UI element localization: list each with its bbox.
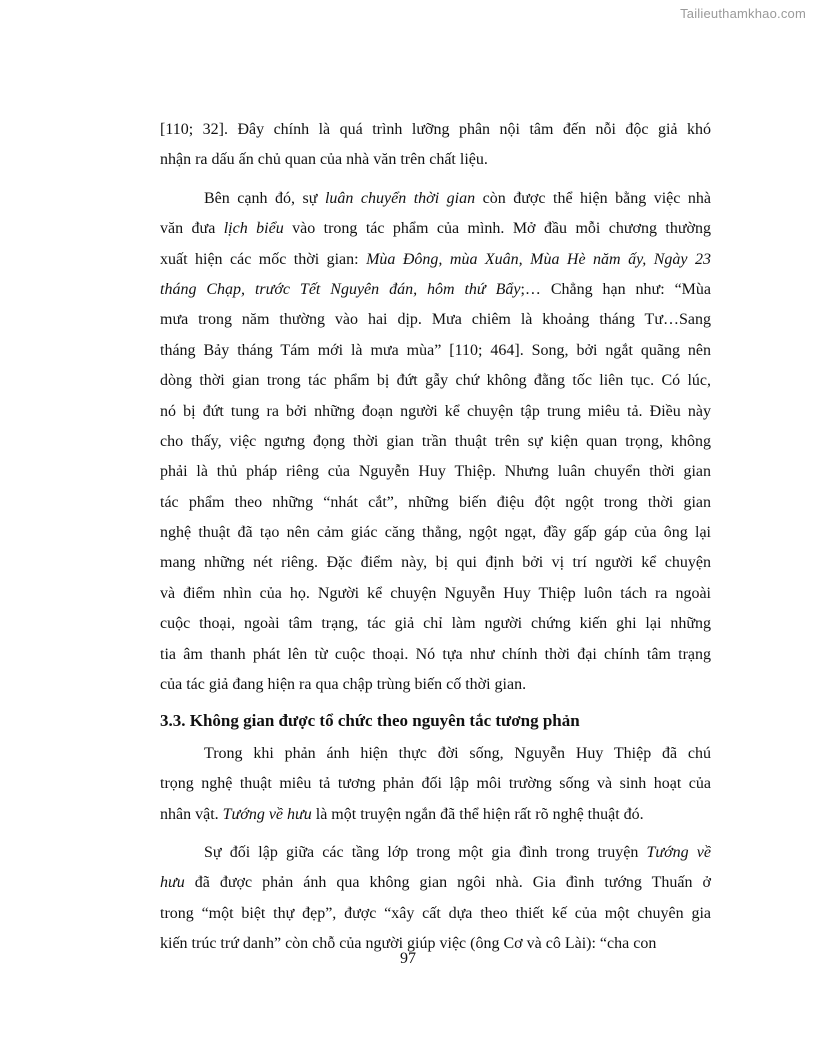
italic-text: lịch biểu: [223, 220, 284, 238]
text-line: [160, 190, 711, 220]
text-line: [160, 806, 711, 836]
italic-text: tháng Chạp, trước Tết Nguyên đán, hôm thứ Bẩy: [160, 280, 521, 298]
text-run: nó bị đứt tung ra bởi những đoạn người kể chuyện tập trung miêu tả. Điều này: [160, 402, 711, 420]
text-run: tác phẩm theo những “nhát cắt”, những biến điệu đột ngột trong thời gian: [160, 493, 711, 511]
paragraph-gap: [160, 836, 711, 844]
text-line: [160, 342, 711, 372]
italic-text: Tướng về: [646, 843, 711, 861]
italic-text: luân chuyển thời gian: [324, 189, 476, 207]
text-line: [160, 220, 711, 250]
text-run: còn được thể hiện bằng việc nhà: [475, 189, 711, 207]
text-line: [160, 372, 711, 402]
text-line: [160, 251, 711, 281]
italic-text: hưu: [160, 874, 185, 892]
text-line: [160, 463, 711, 493]
page-number: 97: [400, 950, 416, 967]
text-line: [160, 615, 711, 645]
text-run: đã được phản ánh qua không gian ngôi nhà. Gia đình tướng Thuấn ở: [184, 874, 711, 892]
text-run: nhân vật.: [160, 805, 223, 823]
text-line: [160, 775, 711, 805]
text-line: [160, 585, 711, 615]
text-line: [160, 121, 711, 151]
text-run: mang những nét riêng. Đặc điểm này, bị qui định bởi vị trí người kể chuyện: [160, 554, 711, 572]
paragraph: [160, 844, 711, 966]
text-run: xuất hiện các mốc thời gian:: [160, 250, 367, 268]
text-line: [160, 433, 711, 463]
watermark: Tailieuthamkhao.com: [680, 6, 806, 21]
text-run: mưa trong năm thường vào hai dịp. Mưa chiêm là khoảng tháng Tư…Sang: [160, 311, 711, 329]
text-run: [110; 32]. Đây chính là quá trình lưỡng phân nội tâm đến nỗi độc giả khó: [160, 121, 711, 138]
text-run: của tác giả đang hiện ra qua chập trùng biến cố thời gian.: [160, 676, 527, 694]
text-line: [160, 844, 711, 874]
text-run: là một truyện ngắn đã thể hiện rất rõ nghệ thuật đó.: [311, 805, 644, 823]
text-run: tia âm thanh phát lên từ cuộc thoại. Nó tựa như chính thời đại chính tâm trạng: [160, 645, 711, 663]
text-run: trong “một biệt thự đẹp”, được “xây cất dựa theo thiết kế của một chuyên gia: [160, 904, 711, 922]
paragraph-gap: [160, 737, 711, 745]
text-run: nghệ thuật đã tạo nên cảm giác căng thẳng, ngột ngạt, đầy gấp gáp của ông lại: [160, 524, 711, 542]
text-line: [160, 676, 711, 706]
text-run: kiến trúc trứ danh” còn chỗ của người giúp việc (ông Cơ và cô Lài): “cha con: [160, 935, 657, 953]
text-run: cho thấy, việc ngưng đọng thời gian trần thuật trên sự kiện quan trọng, không: [160, 432, 711, 450]
text-line: [160, 151, 711, 181]
text-line: [160, 905, 711, 935]
text-run: Sự đối lập giữa các tầng lớp trong một gia đình trong truyện: [204, 843, 647, 861]
text-line: [160, 494, 711, 524]
paragraph-gap: [160, 182, 711, 190]
page-body: [160, 121, 711, 966]
text-line: [160, 403, 711, 433]
text-run: dòng thời gian trong tác phẩm bị đứt gẫy chứ không đằng tốc liên tục. Có lúc,: [160, 372, 711, 390]
paragraph: [160, 121, 711, 182]
text-run: và điểm nhìn của họ. Người kể chuyện Nguyễn Huy Thiệp luôn tách ra ngoài: [160, 584, 711, 602]
text-run: phải là thủ pháp riêng của Nguyễn Huy Thiệp. Nhưng luân chuyển thời gian: [160, 463, 711, 481]
text-line: [160, 874, 711, 904]
text-run: ;… Chẳng hạn như: “Mùa: [520, 280, 712, 298]
text-run: văn đưa: [160, 220, 224, 238]
text-line: [160, 646, 711, 676]
text-run: nhận ra dấu ấn chủ quan của nhà văn trên chất liệu.: [160, 151, 488, 169]
paragraph: [160, 745, 711, 836]
paragraph: [160, 190, 711, 707]
text-line: [160, 745, 711, 775]
text-run: cuộc thoại, ngoài tâm trạng, tác giả chỉ làm người chứng kiến ghi lại những: [160, 615, 711, 633]
text-line: [160, 281, 711, 311]
text-line: [160, 524, 711, 554]
italic-text: Tướng về hưu: [222, 805, 312, 823]
text-run: Bên cạnh đó, sự: [204, 189, 325, 207]
text-line: [160, 311, 711, 341]
section-heading: 3.3. Không gian được tổ chức theo nguyên tắc tương phản: [160, 711, 580, 731]
text-run: trọng nghệ thuật miêu tả tương phản đối lập môi trường sống và sinh hoạt của: [160, 775, 711, 793]
text-run: vào trong tác phẩm của mình. Mở đầu mỗi chương thường: [283, 220, 712, 238]
text-run: Trong khi phản ánh hiện thực đời sống, Nguyễn Huy Thiệp đã chú: [204, 744, 711, 762]
italic-text: Mùa Đông, mùa Xuân, Mùa Hè năm ấy, Ngày 23: [366, 250, 711, 268]
text-line: [160, 554, 711, 584]
text-run: tháng Bảy tháng Tám mới là mưa mùa” [110; 464]. Song, bởi ngắt quãng nên: [160, 341, 711, 359]
